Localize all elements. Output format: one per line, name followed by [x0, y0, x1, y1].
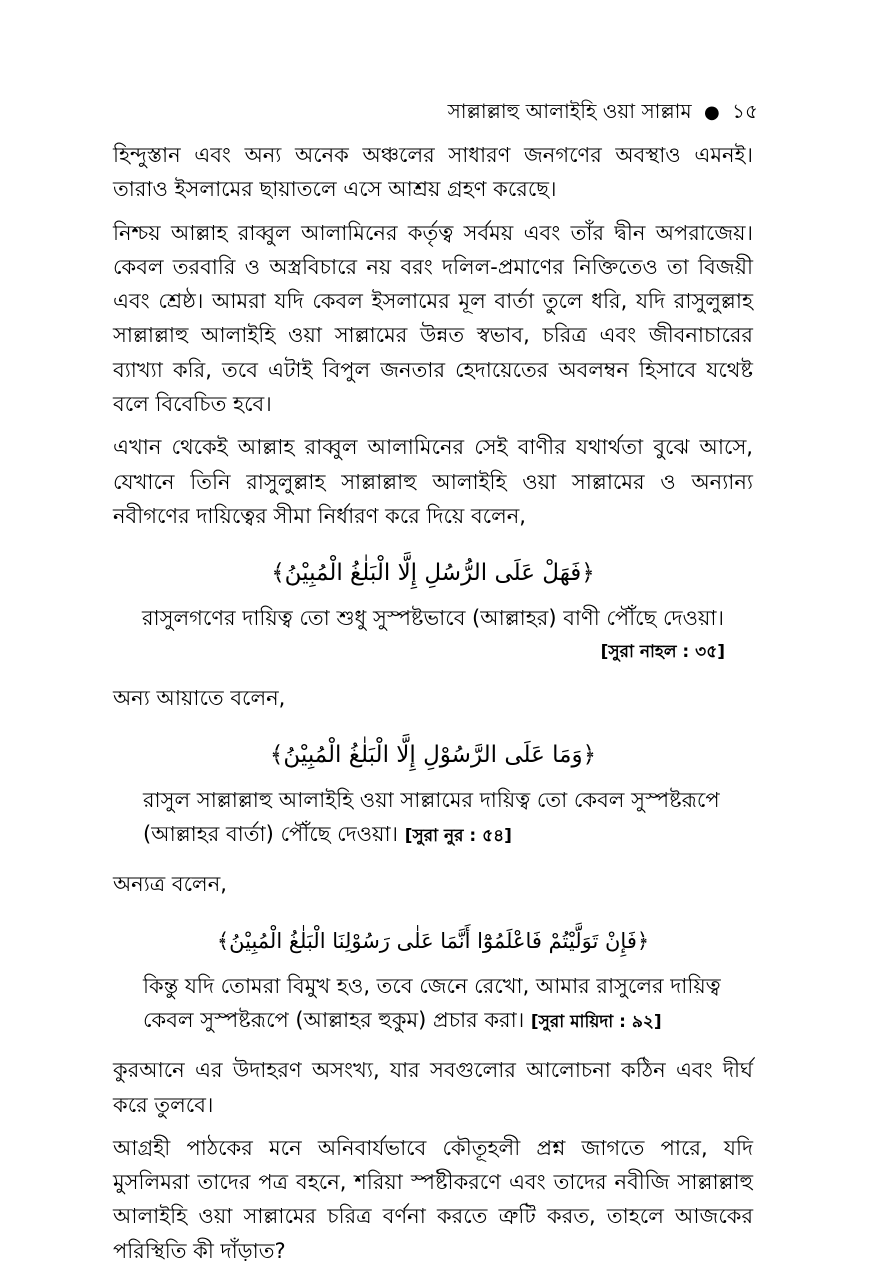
- verse-1-translation: রাসুলগণের দায়িত্ব তো শুধু সুস্পষ্টভাবে (আল্লাহর) বাণী পৌঁছে দেওয়া।: [142, 606, 724, 631]
- verse-3-translation-line-1: কিন্তু যদি তোমরা বিমুখ হও, তবে জেনে রেখো, আমার রাসুলের দায়িত্ব: [143, 974, 721, 999]
- verse-3-translation-line-2: [113, 1003, 753, 1039]
- verse-2-translation-line-2: [113, 817, 753, 853]
- page-number: ১৫: [732, 99, 758, 123]
- verse-2-intro: অন্য আয়াতে বলেন,: [113, 686, 286, 711]
- verse-3-translation-text: কেবল সুস্পষ্টরূপে (আল্লাহর হুকুম) প্রচার করা।: [143, 1008, 525, 1033]
- running-header: [448, 97, 758, 130]
- header-separator: ●: [703, 102, 720, 123]
- header-title: সাল্লাল্লাহু আলাইহি ওয়া সাল্লাম: [447, 99, 692, 123]
- paragraph-3: এখান থেকেই আল্লাহ রাব্বুল আলামিনের সেই বাণীর যথার্থতা বুঝে আসে, যেখানে তিনি রাসুলুল্লাহ সাল্লাল্লাহু আলাইহি ওয়া সাল্লামের ও অন্যান্য নবীগণের দায়িত্বের সীমা নির্ধারণ করে দিয়ে বলেন,: [113, 435, 753, 528]
- quran-verse-3: ﴿فَإِنْ تَوَلَّيْتُمْ فَاعْلَمُوْٓا أَنَّمَا عَلٰى رَسُوْلِنَا الْبَلٰغُ الْمُبِيْنُ﴾: [216, 929, 650, 954]
- verse-3-intro: অন্যত্র বলেন,: [113, 872, 227, 897]
- paragraph-2: নিশ্চয় আল্লাহ রাব্বুল আলামিনের কর্তৃত্ব সর্বময় এবং তাঁর দ্বীন অপরাজেয়। কেবল তরবারি ও অস্ত্রবিচারে নয় বরং দলিল-প্রমাণের নিক্তিতেও তা বিজয়ী এবং শ্রেষ্ঠ। আমরা যদি কেবল ইসলামের মূল বার্তা তুলে ধরি, যদি রাসুলুল্লাহ সাল্লাল্লাহু আলাইহি ওয়া সাল্লামের উন্নত স্বভাব, চরিত্র এবং জীবনাচারের ব্যাখ্যা করি, তবে এটাই বিপুল জনতার হেদায়েতের অবলম্বন হিসাবে যথেষ্ট বলে বিবেচিত হবে।: [113, 220, 753, 417]
- paragraph-5: আগ্রহী পাঠকের মনে অনিবার্যভাবে কৌতূহলী প্রশ্ন জাগতে পারে, যদি মুসলিমরা তাদের পত্র বহনে, শরিয়া স্পষ্টীকরণে এবং তাদের নবীজি সাল্লাল্লাহু আলাইহি ওয়া সাল্লামের চরিত্র বর্ণনা করতে ত্রুটি করত, তাহলে আজকের পরিস্থিতি কী দাঁড়াত?: [113, 1135, 753, 1263]
- verse-2-translation-line-1: রাসুল সাল্লাল্লাহু আলাইহি ওয়া সাল্লামের দায়িত্ব তো কেবল সুস্পষ্টরূপে: [143, 788, 720, 813]
- page-body: [113, 138, 753, 1277]
- quran-verse-2: ﴿وَمَا عَلَى الرَّسُوْلِ إِلَّا الْبَلٰغُ الْمُبِيْنُ﴾: [269, 742, 597, 769]
- paragraph-4: কুরআনে এর উদাহরণ অসংখ্য, যার সবগুলোর আলোচনা কঠিন এবং দীর্ঘ করে তুলবে।: [113, 1058, 753, 1117]
- verse-2-reference: [সুরা নুর : ৫৪]: [404, 826, 512, 847]
- verse-2-translation-text: (আল্লাহর বার্তা) পৌঁছে দেওয়া।: [143, 822, 399, 847]
- verse-1-reference: [সুরা নাহল : ৩৫]: [600, 642, 725, 663]
- quran-verse-1: ﴿فَهَلْ عَلَى الرُّسُلِ إِلَّا الْبَلٰغُ الْمُبِيْنُ﴾: [271, 560, 595, 587]
- verse-3-reference: [সুরা মায়িদা : ৯২]: [530, 1012, 662, 1033]
- paragraph-1: হিন্দুস্তান এবং অন্য অনেক অঞ্চলের সাধারণ জনগণের অবস্থাও এমনই। তারাও ইসলামের ছায়াতলে এসে আশ্রয় গ্রহণ করেছে।: [113, 143, 753, 202]
